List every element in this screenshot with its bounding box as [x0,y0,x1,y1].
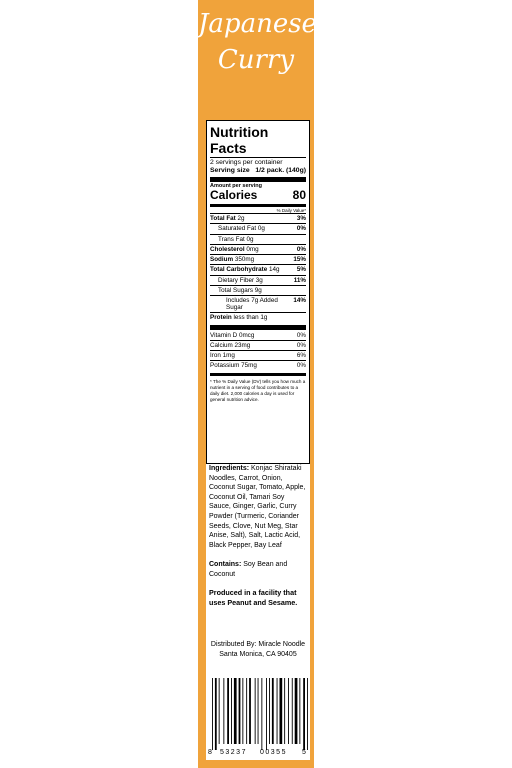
distributor-line-2: Santa Monica, CA 90405 [219,651,297,658]
nutrient-row [210,295,306,312]
barcode-bar [299,678,300,744]
nutrient-amount: 0g [246,235,254,243]
nutrient-list [210,213,306,323]
nutrient-amount: 3g [255,276,263,284]
nutrient-label: Sodium [210,256,234,264]
contains-text [209,560,307,579]
nutrient-label: Trans Fat [218,235,245,243]
barcode-right-digit: 5 [302,749,306,756]
vitamin-label: Vitamin D [210,331,238,339]
barcode-group-1: 53237 [220,749,247,756]
barcode-bar [272,678,274,744]
barcode-bar [227,678,229,744]
title-line-2: Curry [217,45,295,75]
vitamin-dv: 0% [296,362,306,370]
nutrient-row [210,213,306,223]
nutrient-row [210,264,306,274]
amount-per-serving: Amount per serving [210,182,262,189]
nutrient-name [210,266,280,273]
serving-size-row [210,167,306,175]
nutrient-amount: 0mg [246,245,259,253]
barcode-bar [261,678,262,750]
barcode-bar [234,678,237,744]
nutrient-row [210,223,306,233]
nutrient-label: Dietary Fiber [218,276,255,284]
nutrient-label: Includes 7g Added Sugar [226,296,278,312]
barcode-bar [219,678,220,744]
vitamin-amount: 75mg [241,362,257,370]
vitamin-row [210,340,306,350]
barcode-bar [307,678,308,750]
nutrient-amount: 0g [257,225,265,233]
barcode-bar [249,678,251,744]
nutrient-dv: 5% [296,266,306,274]
barcode-bar [288,678,289,744]
nutrient-name [210,287,262,294]
vitamin-dv: 0% [296,341,306,349]
barcode-group-2: 00355 [260,749,287,756]
serving-size-value: 1/2 pack. (140g) [255,166,306,174]
barcode-bar [239,678,241,744]
title-line-1: Japanese [198,9,317,39]
nutrient-name [210,256,254,263]
vitamin-name [210,332,254,339]
barcode-bar [284,678,285,744]
barcode-bar [269,678,270,744]
vitamin-dv: 6% [296,352,306,360]
nutrient-label: Total Sugars [218,286,254,294]
ingredients-section [206,464,310,634]
nutrient-dv: 0% [296,225,306,233]
nutrient-label: Total Carbohydrate [210,266,268,274]
serving-size-label: Serving size [210,166,250,174]
barcode-bar [215,678,217,750]
vitamin-row [210,331,306,340]
vitamin-dv: 0% [296,331,306,339]
vitamin-list [210,331,306,371]
nutrient-dv: 11% [293,276,306,284]
barcode-bar [258,678,259,744]
barcode-bar [255,678,256,744]
calories-row [210,189,306,202]
daily-value-footnote: * The % Daily Value (DV) tells you how much a nutrient in a serving of food contributes to a daily diet. 2,000 calories a day is used for general nutrition advice. [210,378,306,402]
barcode [206,674,310,760]
barcode-bar [303,678,305,750]
calories-label: Calories [210,187,258,202]
vitamin-label: Potassium [210,362,240,370]
nutrient-name [210,314,267,321]
barcode-bar [242,678,243,744]
ingredients-text [209,464,307,550]
nutrient-dv: 3% [296,215,306,223]
nutrient-amount: 2g [237,215,245,223]
nutrient-amount: less than 1g [233,314,268,322]
vitamin-label: Calcium [210,341,233,349]
vitamin-row [210,350,306,360]
vitamin-name [210,362,257,369]
nutrient-name [210,297,293,311]
nutrient-dv: 14% [293,296,306,304]
vitamin-amount: 23mg [234,341,251,349]
nutrient-name [210,215,245,222]
vitamin-amount: 1mg [222,352,235,360]
barcode-bar [295,678,298,744]
nutrient-label: Total Fat [210,215,236,223]
vitamin-label: Iron [210,352,221,360]
vitamin-row [210,360,306,370]
nutrient-label: Cholesterol [210,245,245,253]
barcode-bar [231,678,232,744]
distributor-info [206,634,310,674]
nutrient-dv: 0% [296,245,306,253]
distributor-line-1: Distributed By: Miracle Noodle [210,641,306,648]
barcode-bar [246,678,247,744]
nutrient-amount: 350mg [234,256,255,264]
nutrient-amount: 9g [254,286,262,294]
nutrient-row [210,312,306,322]
nutrient-row [210,285,306,295]
nutrient-name [210,225,265,232]
barcode-bar [212,678,213,750]
contains-label: Contains: [209,561,242,569]
nutrient-dv: 15% [293,256,306,264]
vitamin-name [210,342,250,349]
nutrient-label: Protein [210,314,232,322]
calories-value: 80 [292,187,306,202]
nutrient-label: Saturated Fat [218,225,257,233]
barcode-bar [292,678,293,744]
nutrition-facts-label [206,120,310,464]
contains-value: Soy Bean and Coconut [209,561,288,578]
nutrient-amount: 14g [269,266,280,274]
nutrient-row [210,244,306,254]
ingredients-list: Konjac Shirataki Noodles, Carrot, Onion, Coconut Sugar, Tomato, Apple, Coconut Oil, Tamari Soy Sauce, Ginger, Garlic, Curry Powder (Turmeric, Coriander Seeds, Clove, Nut Meg, Star Anise, Salt), Salt, Lactic Acid, Black Pepper, Bay Leaf [209,465,306,549]
ingredients-label: Ingredients: [209,465,250,472]
nutrient-row [210,254,306,264]
nutrient-name [210,246,259,253]
nutrient-row [210,275,306,285]
vitamin-amount: 0mcg [238,331,255,339]
barcode-bar [266,678,267,750]
daily-value-header: % Daily Value* [276,207,306,213]
nutrient-name [210,236,253,243]
package-panel [198,0,317,768]
barcode-graphic [206,674,310,760]
facility-statement: Produced in a facility that uses Peanut and Sesame. [209,587,298,607]
nutrient-name [210,277,263,284]
nutrient-row [210,234,306,244]
barcode-left-digit: 8 [208,749,212,756]
product-title [198,6,317,114]
barcode-bar [223,678,224,744]
barcode-bar [280,678,283,744]
nutrition-title: Nutrition Facts [210,124,269,156]
barcode-bar [277,678,278,744]
vitamin-name [210,352,235,359]
servings-per-container: 2 servings per container [210,159,283,166]
